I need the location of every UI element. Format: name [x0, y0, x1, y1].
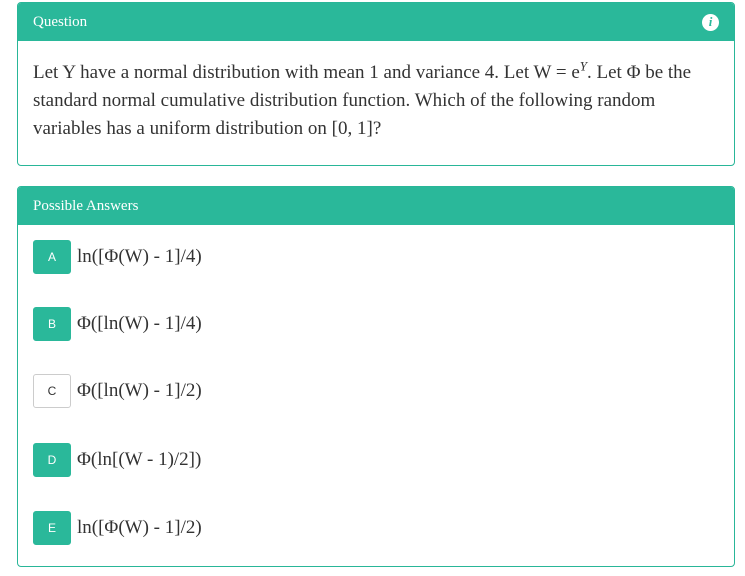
answers-panel	[17, 186, 735, 567]
answer-option-b[interactable]	[33, 307, 202, 341]
answer-letter-button[interactable]: B	[33, 307, 71, 341]
answer-letter-button[interactable]: D	[33, 443, 71, 477]
question-text	[18, 41, 734, 143]
answer-option-e[interactable]	[33, 511, 202, 545]
answer-letter-button[interactable]: E	[33, 511, 71, 545]
answer-text: Φ([ln(W) - 1]/4)	[77, 313, 202, 334]
answer-text: Φ([ln(W) - 1]/2)	[77, 380, 202, 401]
answer-text: Φ(ln[(W - 1)/2])	[77, 449, 202, 470]
question-text-part1: Let Y have a normal distribution with mean 1 and variance 4. Let W = e	[33, 62, 580, 83]
answers-panel-header	[18, 187, 734, 225]
answer-letter-button[interactable]: C	[33, 374, 71, 408]
answer-option-d[interactable]	[33, 443, 201, 477]
question-panel	[17, 2, 735, 166]
answer-option-a[interactable]	[33, 240, 202, 274]
question-panel-header	[18, 3, 734, 41]
answers-panel-title: Possible Answers	[33, 197, 139, 214]
answer-text: ln([Φ(W) - 1]/2)	[77, 517, 202, 538]
info-icon[interactable]: i	[702, 14, 719, 31]
answer-letter-button[interactable]: A	[33, 240, 71, 274]
answer-text: ln([Φ(W) - 1]/4)	[77, 246, 202, 267]
question-panel-title: Question	[33, 13, 88, 30]
answer-option-c[interactable]	[33, 374, 202, 408]
question-text-part2: . Let Φ be the standard normal cumulative distribution function. Which of the following random variables has a uniform distribution on [0, 1]?	[33, 62, 692, 139]
question-text-superscript: Y	[579, 58, 588, 74]
